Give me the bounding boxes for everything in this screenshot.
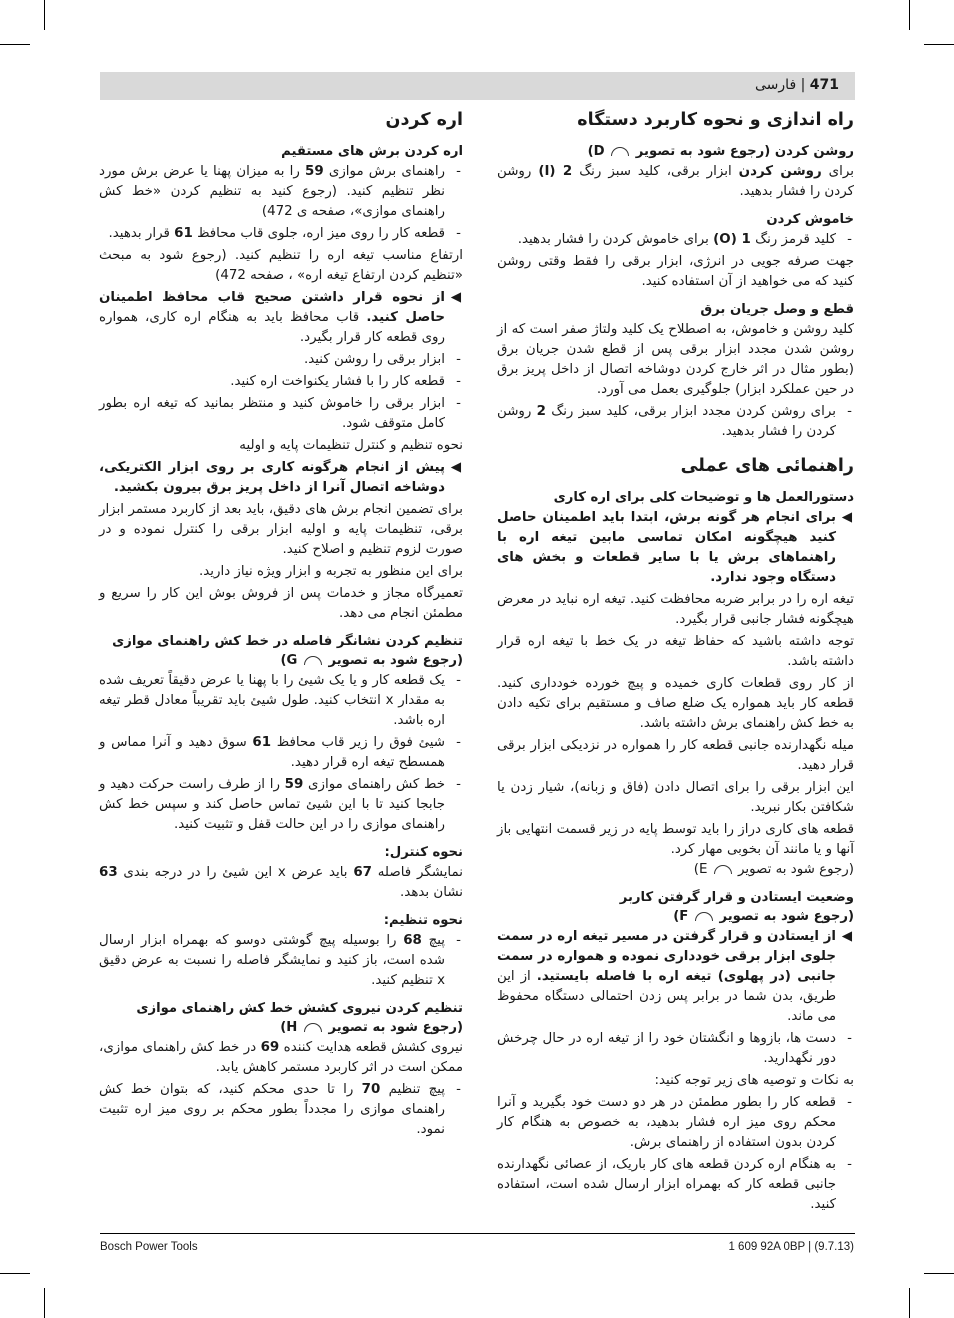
- list-item: - پیچ تنظیم 70 را تا حدی محکم کنید، که بتوان خط کش راهنمای موازی را مجدداً بطور محکم بر روی میز اره تثبیت نمود.: [99, 1082, 461, 1137]
- footer-doc-id: 1 609 92A 0BP | (9.7.13): [728, 1241, 854, 1253]
- triangle-icon: ◀: [841, 510, 852, 525]
- left-column: [99, 104, 463, 1142]
- paragraph: برای تضمین انجام برش های دقیق، باید بعد از کاربرد مستمر ابزار برقی، تنظیمات پایه و اولیه ابزار برقی را کنترل نموده و در صورت لزوم تنظیم و اصلاح کنید.: [99, 502, 463, 557]
- subheading-indicator: تنظیم کردن نشانگر فاصله در خط کش راهنمای موازی (رجوع شود به تصویر G): [112, 634, 463, 668]
- header-separator: |: [800, 77, 806, 93]
- right-column: [497, 104, 854, 1217]
- crop-mark: [0, 1273, 30, 1274]
- warning-item: ◀ از نحوه قرار داشتن صحیح قاب محافظ اطمینان حاصل کنید. قاب محافظ باید به هنگام اره کاری، همواره روی قطعه کار قرار بگیرد.: [99, 290, 461, 345]
- subheading-general: دستورالعمل ها و توضیحات کلی برای اره کاری: [553, 490, 854, 505]
- paragraph: برای روشن کردن ابزار برقی، کلید سبز رنگ 2 (I) روشن کردن را فشار بدهید.: [497, 164, 854, 199]
- list-item: - ابزار برقی را خاموش کنید و منتظر بمانید که تیغه اره بطور کامل متوقف شود.: [99, 396, 461, 431]
- list-item: - به هنگام اره کردن قطعه های کار باریک، از عصائی نگهدارنده جانبی قطعه کار که بهمراه ابزار ارسال شده است، استفاده کنید.: [497, 1157, 852, 1212]
- paragraph: کلید روشن و خاموش، به اصطلاح یک کلید ولتاژ صفر است که از روشن شدن مجدد ابزار برقی پس از قطع شدن جریان برق (بطور مثال در اثر خارج کردن دوشاخه اتصال از داخل پریز برق در حین عملکرد ابزار) جلوگیری بعمل می آورد.: [497, 322, 854, 397]
- subheading-control: نحوه کنترل:: [384, 845, 463, 860]
- paragraph: نحوه تنظیم و کنترل تنظیمات پایه و اولیه: [239, 438, 463, 453]
- list-item: - قطعه کار را روی میز اره، جلوی قاب محافظ 61 قرار بدهید.: [108, 226, 461, 241]
- crop-mark: [44, 1288, 45, 1318]
- subheading-setting: نحوه تنظیم:: [383, 913, 463, 928]
- list-item: - ابزار برقی را روشن کنید.: [303, 352, 461, 367]
- crop-mark: [924, 1273, 954, 1274]
- subheading-position: وضعیت ایستادن و قرار گرفتن کاربر (رجوع شود به تصویر F): [619, 890, 854, 924]
- list-item: - خط کش راهنمای موازی 59 را از طرف راست حرکت دهید و جابجا کنید تا با این شیئ تماس حاصل کند و سپس خط کش راهنمای موازی را در این حالت قفل و تثبیت کنید.: [99, 777, 461, 832]
- list-item: - قطعه کار را با فشار یکنواخت اره کنید.: [230, 374, 461, 389]
- section-title: راهنمائی های عملی: [680, 456, 854, 476]
- list-item: - دست ها، بازوها و انگشتان خود را از تیغه اره در حال چرخش دور نگهدارید.: [497, 1031, 852, 1066]
- warning-item: ◀ از ایستادن و قرار گرفتن در مسیر تیغه اره در سمت جلوی ابزار برقی خودداری نموده و همواره در سمت جانبی (در پهلوی) تیغه اره با فاصله بایستید. از این طریق، بدن شما در برابر پس زدن احتمالی دستگاه محفوظ می ماند.: [497, 929, 852, 1024]
- list-item: - قطعه کار را بطور مطمئن در هر دو دست خود بگیرید و آنرا محکم روی میز اره فشار بدهید، به خصوص به هنگام کار کردن بدون استفاده از راهنمای برش.: [497, 1095, 852, 1150]
- section-title: اره کردن: [385, 110, 463, 130]
- header-text: [755, 77, 839, 93]
- crop-mark: [909, 1288, 910, 1318]
- subheading-tension: تنظیم کردن نیروی کشش خط کش راهنمای موازی (رجوع شود به تصویر H): [136, 1001, 463, 1035]
- warning-item: ◀ پیش از انجام هرگونه کاری بر روی ابزار الکتریکی، دوشاخه اتصال آنرا از داخل پریز برق بیرون بکشید.: [99, 460, 461, 495]
- paragraph: نمایشگر فاصله 67 باید عرض x این شیئ را در درجه بندی 63 نشان بدهد.: [99, 865, 463, 900]
- paragraph: این ابزار برقی را برای اتصال دادن (فاق و زبانه)، شیار زدن یا شکافتن بکار نبرید.: [497, 780, 854, 815]
- list-item: - پیچ 68 را بوسیله پیچ گوشتی دوسو که بهمراه ابزار ارسال شده است، باز کنید و نمایشگر فاصله را نسبت به عرض دقیق x تنظیم کنید.: [99, 933, 461, 988]
- section-title: راه اندازی و نحوه کاربرد دستگاه: [577, 110, 854, 130]
- subheading-power: قطع و وصل جریان برق: [700, 302, 854, 317]
- subheading-straight: اره کردن برش های مستقیم: [281, 144, 463, 159]
- page-number: 471: [809, 77, 839, 93]
- list-item: - برای روشن کردن مجدد ابزار برقی، کلید سبز رنگ 2 روشن کردن را فشار بدهید.: [497, 404, 852, 439]
- paragraph: نیروی کشش قطعه هدایت کننده 69 در خط کش راهنمای موازی، ممکن است در اثر کاربرد مستمر کاهش یابد.: [99, 1040, 464, 1075]
- crop-mark: [909, 0, 910, 30]
- paragraph: برای این منظور به تجربه و ابزار ویژه نیاز دارید.: [199, 564, 463, 579]
- figure-icon: [714, 865, 732, 874]
- subheading-turn-off: خاموش کردن: [766, 212, 854, 227]
- paragraph: قطعه های کاری دراز را باید توسط پایه در زیر قسمت انتهایی باز آنها و یا مانند آن بخوبی مهار کرد. (رجوع شود به تصویر E): [497, 822, 854, 877]
- paragraph: ارتفاع مناسب تیغه اره را تنظیم کنید. (رجوع شود به مبحث «تنظیم کردن ارتفاع تیغه اره» ، صفحه 472): [99, 248, 463, 283]
- list-item: - شیئ فوق را زیر قاب محافظ 61 سوق دهید و آنرا مماس و همسطح تیغه اره قرار دهید.: [99, 735, 461, 770]
- paragraph: جهت صرفه جویی در انرژی، ابزار برقی را فقط وقتی روشن کنید که می خواهید از آن استفاده کنید.: [497, 254, 854, 289]
- list-item: - کلید قرمز رنگ 1 (O) برای خاموش کردن را فشار بدهید.: [517, 232, 852, 247]
- figure-icon: [695, 912, 713, 921]
- warning-item: ◀ برای انجام هر گونه برش، ابتدا باید اطمینان حاصل کنید هیچگونه امکان تماسی مابین تیغه اره با راهنماهای برش یا با سایر قطعات و بخش های دستگاه وجود ندارد.: [497, 510, 852, 585]
- paragraph: توجه داشته باشید که حفاظ تیغه در یک خط با تیغه اره قرار داشته باشد.: [497, 634, 854, 669]
- header-language: فارسی: [755, 77, 797, 93]
- subheading-turn-on: روشن کردن (رجوع شود به تصویر D): [587, 144, 854, 159]
- crop-mark: [44, 0, 45, 30]
- paragraph: تعمیرگاه مجاز و خدمات پس از فروش بوش این کار را سریع و مطمئن انجام می دهد.: [99, 586, 463, 621]
- triangle-icon: ◀: [450, 290, 461, 305]
- footer-brand: Bosch Power Tools: [100, 1241, 198, 1253]
- footer-rule: [100, 1233, 855, 1234]
- crop-mark: [0, 44, 30, 45]
- paragraph: به نکات و توصیه های زیر توجه کنید:: [654, 1073, 854, 1088]
- list-item: - راهنمای برش موازی 59 را به میزان پهنا یا عرض برش مورد نظر تنظیم کنید. (رجوع کنید به تنظیم کردن «خط کش راهنمای موازی»، صفحه ی 472): [99, 164, 461, 219]
- figure-icon: [304, 656, 322, 665]
- page-header: [100, 72, 855, 100]
- figure-icon: [611, 147, 629, 156]
- paragraph: میله نگهدارنده جانبی قطعه کار را همواره در نزدیکی ابزار برقی قرار دهید.: [497, 738, 854, 773]
- list-item: - یک قطعه کار و یا یک شیئ را با پهنا یا عرض دقیقاً تعریف شده به مقدار x انتخاب کنید. طول شیئ باید تقریباً معادل قطر تیغه اره باشد.: [99, 673, 461, 728]
- figure-icon: [304, 1023, 322, 1032]
- triangle-icon: ◀: [450, 460, 461, 475]
- triangle-icon: ◀: [841, 929, 852, 944]
- paragraph: از کار روی قطعات کاری خمیده و پیچ خورده خودداری کنید. قطعه کار باید همواره یک ضلع صاف و مستقیم برای تکیه دادن به خط کش راهنمای برش داشته باشد.: [497, 676, 854, 731]
- paragraph: تیغه اره را در برابر ضربه محافظت کنید. تیغه اره نباید در معرض هیچگونه فشار جانبی قرار بگیرد.: [497, 592, 854, 627]
- crop-mark: [924, 44, 954, 45]
